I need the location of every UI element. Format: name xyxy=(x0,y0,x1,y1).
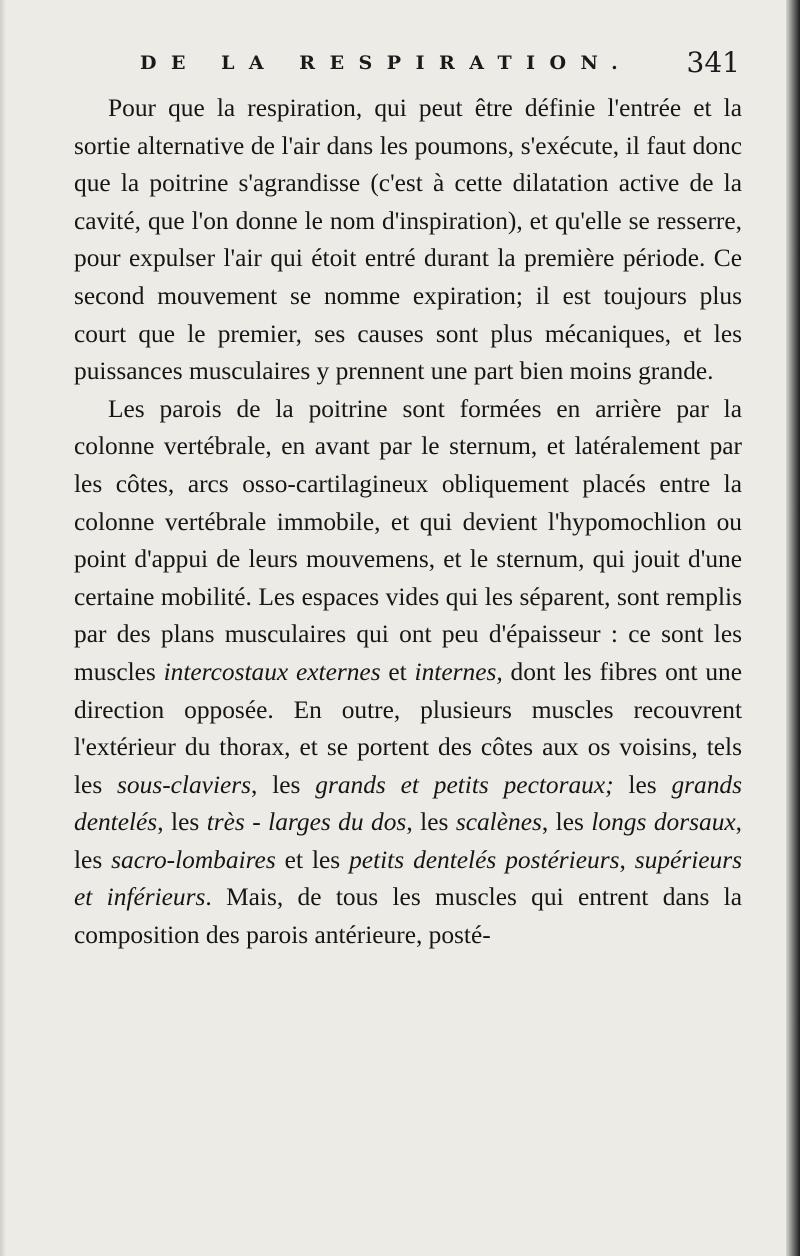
italic-term: supérieurs et inférieurs xyxy=(74,845,742,912)
text-run: Les parois de la poitrine sont formées en arrière par la colonne vertébrale, en avant par le sternum, et latéralement par les côtes, arcs osso-cartilagineux obliquement placés entre la colonne vertébrale immobile, et qui devient l'hypomochlion ou point d'appui de leurs mouvemens, et le sternum, qui jouit d'une certaine mobilité. Les espaces vides qui les séparent, sont remplis par des plans musculaires qui ont peu d'épaisseur : ce sont les muscles xyxy=(74,394,742,686)
page-edge-shadow xyxy=(786,0,800,1256)
text-run: , les xyxy=(74,808,743,874)
italic-term: internes, xyxy=(414,657,503,686)
text-run: et xyxy=(380,657,415,686)
italic-term: sacro-lombaires xyxy=(111,845,276,874)
italic-term: intercostaux externes xyxy=(163,657,381,686)
italic-term: petits dentelés postérieurs xyxy=(349,845,620,874)
text-run: , les xyxy=(406,808,456,837)
text-run: et les xyxy=(275,845,350,874)
text-run: . Mais, de tous les muscles qui entrent dans la composition des parois antérieure, posté- xyxy=(74,883,742,950)
text-run: , les xyxy=(251,770,316,799)
italic-term: longs dorsaux xyxy=(591,808,736,837)
text-run: les xyxy=(613,770,672,799)
paragraph-2 xyxy=(74,391,742,955)
italic-term: grands et petits pectoraux; xyxy=(315,770,614,799)
text-run: , les xyxy=(541,808,592,837)
italic-term: grands dentelés xyxy=(74,770,743,837)
text-run: , les xyxy=(157,808,207,837)
page-header xyxy=(140,46,740,82)
page-gutter-shadow xyxy=(0,0,6,1256)
running-title: DE LA RESPIRATION. xyxy=(140,52,633,74)
paragraph-1 xyxy=(74,90,742,391)
text-run: , xyxy=(619,845,635,874)
italic-term: très - larges du dos xyxy=(206,808,407,837)
text-run: dont les fibres ont une direction opposée. En outre, plusieurs muscles recouvrent l'extérieur du thorax, et se portent des côtes aux os voisins, tels les xyxy=(74,657,743,799)
body-text xyxy=(74,90,742,955)
italic-term: sous-claviers xyxy=(117,770,252,799)
text-run: Pour que la respiration, qui peut être définie l'entrée et la sortie alternative de l'air dans les poumons, s'exécute, il faut donc que la poitrine s'agrandisse (c'est à cette dilatation active de la cavité, que l'on donne le nom d'inspiration), et qu'elle se resserre, pour expulser l'air qui étoit entré durant la première période. Ce second mouvement se nomme expiration; il est toujours plus court que le premier, ses causes sont plus mécaniques, et les puissances musculaires y prennent une part bien moins grande. xyxy=(74,94,742,386)
page-number: 341 xyxy=(686,46,740,79)
italic-term: scalènes xyxy=(455,808,542,837)
